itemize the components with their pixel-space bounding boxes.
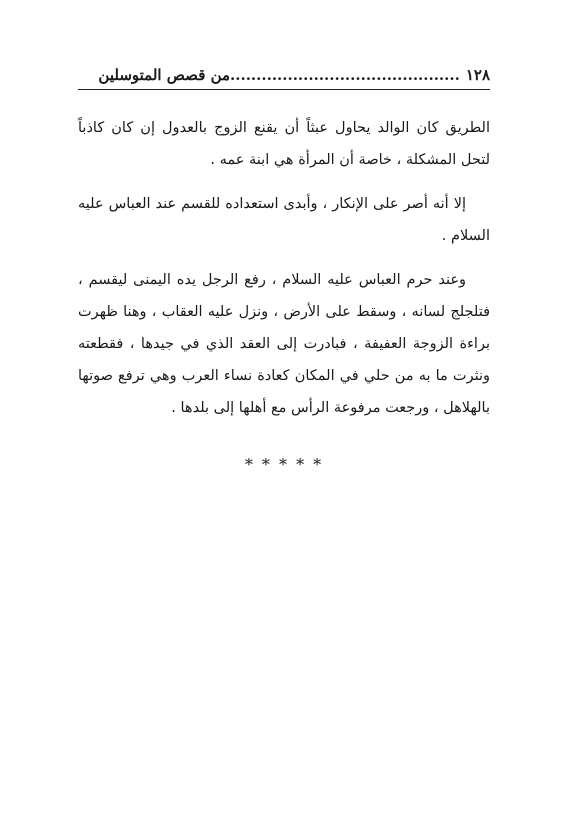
- paragraph-3: وعند حرم العباس عليه السلام ، رفع الرجل يده اليمنى ليقسم ، فتلجلج لسانه ، وسقط على الأرض ، ونزل عليه العقاب ، وهنا ظهرت براءة الزوجة العفيفة ، فبادرت إلى العقد الذي في جيدها ، فقطعته ونثرت ما به من حلي في المكان كعادة نساء العرب وهي ترفع صوتها بالهلاهل ، ورجعت مرفوعة الرأس مع أهلها إلى بلدها .: [78, 272, 490, 416]
- body-text: [78, 112, 490, 436]
- running-title: ............................................من قصص المتوسلين: [98, 66, 460, 84]
- header-rule: [78, 89, 490, 90]
- paragraph-2: إلا أنه أصر على الإنكار ، وأبدى استعداده للقسم عند العباس عليه السلام .: [78, 196, 490, 244]
- paragraph-1: الطريق كان الوالد يحاول عبثاً أن يقنع الزوج بالعدول إن كان كاذباً لتحل المشكلة ، خاصة أن المرأة هي ابنة عمه .: [78, 120, 490, 168]
- page-number: ١٢٨: [465, 66, 490, 84]
- section-separator: * * * * *: [244, 455, 324, 474]
- page-header: [78, 64, 490, 86]
